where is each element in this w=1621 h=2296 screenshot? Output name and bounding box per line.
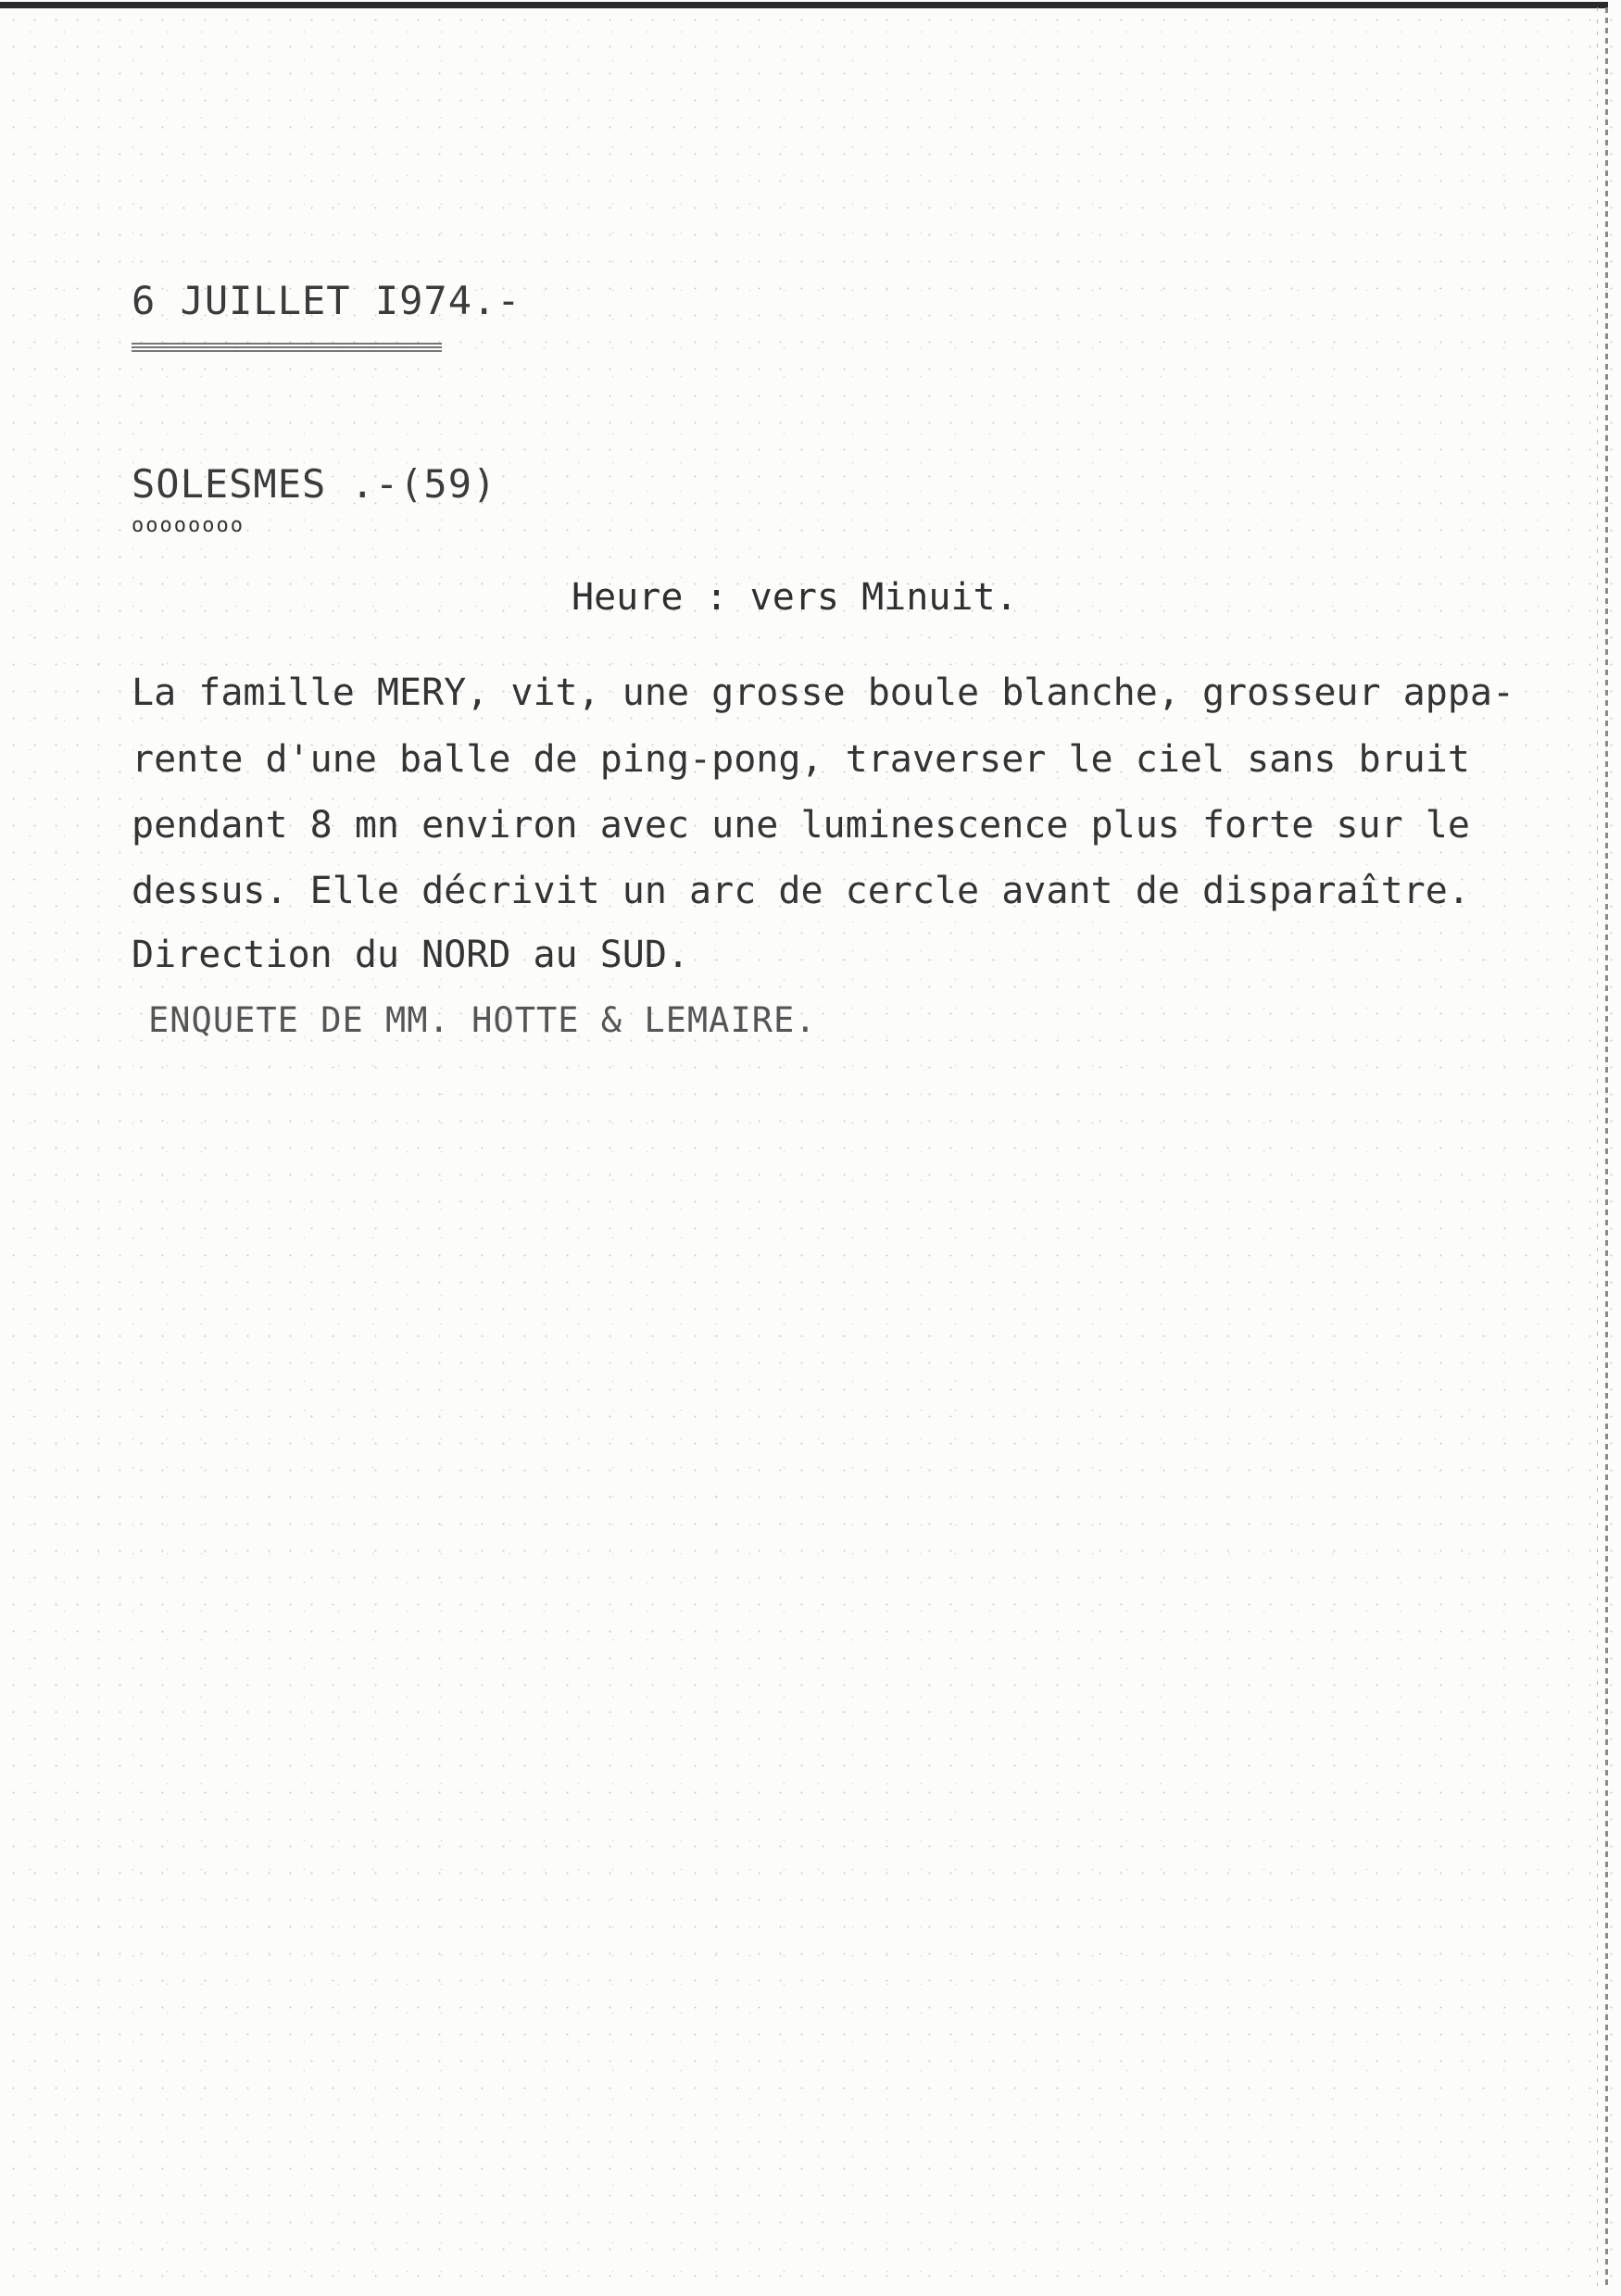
report-time: Heure : vers Minuit. bbox=[572, 576, 1018, 619]
body-line: La famille MERY, vit, une grosse boule blanche, grosseur appa- bbox=[132, 671, 1515, 714]
body-line: Direction du NORD au SUD. bbox=[132, 934, 690, 976]
date-underline bbox=[132, 343, 442, 354]
right-edge-margin-inner bbox=[1597, 7, 1598, 2286]
body-line: dessus. Elle décrivit un arc de cercle avant de disparaître. bbox=[132, 870, 1470, 912]
top-border bbox=[0, 2, 1608, 8]
body-line: pendant 8 mn environ avec une luminescence plus forte sur le bbox=[132, 804, 1470, 847]
right-edge-margin bbox=[1605, 7, 1608, 2286]
report-place: SOLESMES .-(59) bbox=[132, 461, 497, 507]
body-line: rente d'une balle de ping-pong, traverser le ciel sans bruit bbox=[132, 738, 1470, 781]
report-date: 6 JUILLET I974.- bbox=[132, 278, 521, 323]
place-underline: oooooooo bbox=[132, 514, 245, 537]
inquiry-credit: ENQUETE DE MM. HOTTE & LEMAIRE. bbox=[148, 1000, 817, 1040]
